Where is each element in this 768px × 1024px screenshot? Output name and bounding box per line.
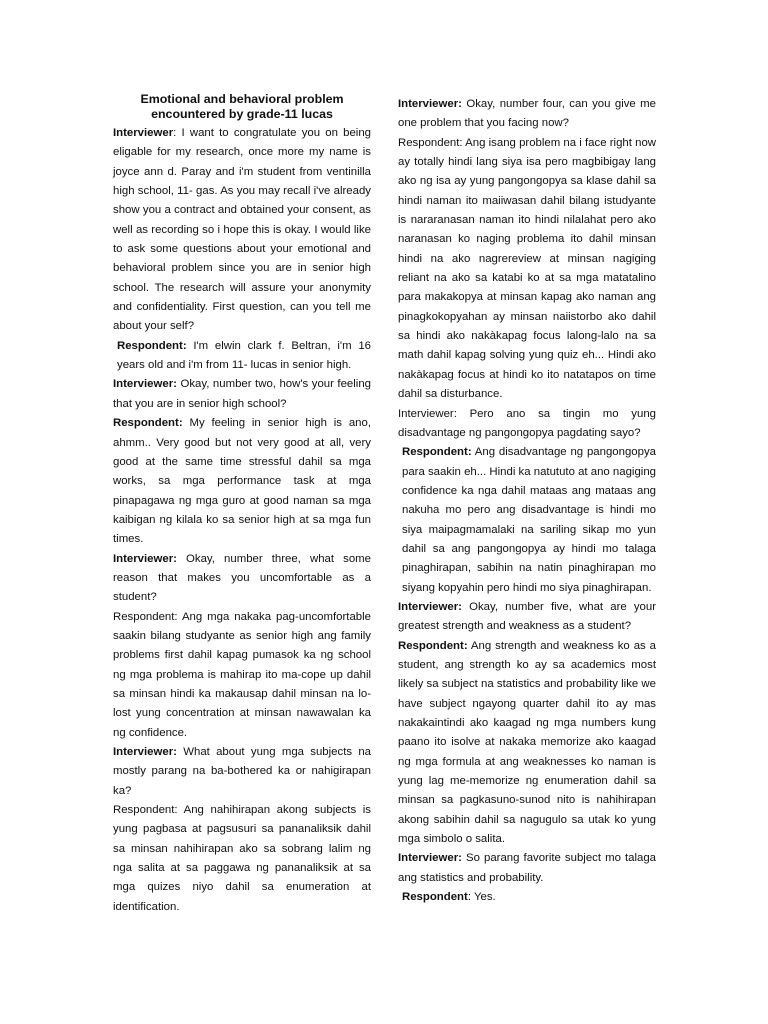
document-title bbox=[113, 92, 371, 122]
speaker-label: Interviewer: bbox=[398, 98, 462, 110]
paragraph-text: Okay, number four, can you give me one problem that you facing now? bbox=[398, 98, 656, 130]
paragraph-text: I'm elwin clark f. Beltran, i'm 16 years old and i'm from 11- lucas in senior high. bbox=[117, 339, 371, 372]
speaker-label: Interviewer: bbox=[398, 852, 462, 865]
paragraph-respondent bbox=[113, 801, 371, 917]
paragraph-interviewer bbox=[398, 95, 656, 134]
paragraph-interviewer bbox=[113, 743, 371, 801]
paragraph-text: Yes. bbox=[473, 891, 496, 904]
paragraph-text: What about yung mga subjects na mostly parang na ba-bothered ka or nahigirapan ka? bbox=[113, 746, 371, 797]
title-line-1: Emotional and behavioral problem bbox=[140, 92, 344, 106]
paragraph-interviewer bbox=[398, 405, 656, 444]
paragraph-text: I want to congratulate you on being eligable for my research, once more my name is joyce ann d. Paray and i'm student from ventinilla high school, 11- gas. As you may recall i've already show you a contract and obtained your consent, as well as recording so i hope this is okay. I would like to ask some questions about your emotional and behavioral problem since you are in senior high school. The research will assure your anonymity and confidentiality. First question, can you tell me about your self? bbox=[113, 127, 371, 333]
paragraph-text: So parang favorite subject mo talaga ang statistics and probability. bbox=[398, 852, 656, 884]
speaker-label: Interviewer: bbox=[398, 600, 462, 613]
paragraph-respondent bbox=[113, 414, 371, 549]
paragraph-text: Ang strength and weakness ko as a student, ang strength ko ay sa academics most likely sa subject na statistics and probability like we have subject ngayong quarter dahil ito ay mas nakakaintindi ako kaagad ng mga numbers kung paano ito isolve at nakaka memorize ako kaagad ng mga formula at ang weaknesses ko naman is yung lag me-memorize ng enumeration dahil sa minsan sa pagkasuno-sunod nito is nahihirapan akong sabihin dahil sa nagugulo sa utak ko yung mga simbolo o salita. bbox=[398, 639, 656, 846]
speaker-label: Interviewer bbox=[113, 127, 174, 139]
paragraph-respondent bbox=[113, 608, 371, 743]
paragraph-text: Okay, number two, how's your feeling that you are in senior high school? bbox=[113, 378, 371, 410]
paragraph-interviewer bbox=[398, 849, 656, 888]
paragraph-text: Ang disadvantage ng pangongopya para saakin eh... Hindi ka natututo at ano nagiging confidence ka nga dahil mataas ang mataas ang nakuha mo pero ang disadvantage is hindi mo siya maipagmamalaki na sariling sikap mo yun dahil sa ang pangongopya ay hindi mo talaga pinaghirapan, sabihin na natin pinaghirapan mo siyang kopyahin pero hindi mo siya pinaghirapan. bbox=[402, 446, 656, 594]
speaker-label: Interviewer: bbox=[113, 552, 177, 565]
speaker-label: Respondent: bbox=[398, 639, 468, 652]
right-column bbox=[398, 95, 656, 907]
speaker-label: Interviewer: bbox=[113, 746, 177, 758]
paragraph-text: My feeling in senior high is ano, ahmm.. Very good but not very good at all, very good at the same time stressful dahil sa mga works, sa mga performance task at mga pinapagawa ng mga guro at good naman sa mga kaibigan ng kilala ko sa senior high at sa mga fun times. bbox=[113, 417, 372, 546]
speaker-label: Respondent bbox=[402, 891, 468, 904]
paragraph-respondent bbox=[398, 637, 656, 850]
paragraph-text: Okay, number five, what are your greatest strength and weakness as a student? bbox=[398, 600, 657, 633]
paragraph-text: Okay, number three, what some reason that makes you uncomfortable as a student? bbox=[113, 552, 371, 604]
paragraph-interviewer bbox=[113, 375, 371, 414]
paragraph-respondent bbox=[398, 134, 656, 405]
paragraph-interviewer: Interviewer: I want to congratulate you on being eligable for my research, once more my name is joyce ann d. Paray and i'm student from ventinilla high school, 11- gas. As you may recall i've already show you a contract and obtained your consent, as well as recording so i hope this is okay. I would like to ask some questions about your emotional and behavioral problem since you are in senior high school. The research will assure your anonymity and confidentiality. First question, can you tell me about your self? bbox=[113, 127, 371, 333]
speaker-label: Respondent: bbox=[117, 339, 187, 352]
speaker-label: Respondent: bbox=[402, 446, 472, 459]
paragraph-respondent bbox=[113, 337, 371, 376]
title-line-2: encountered by grade-11 lucas bbox=[151, 107, 333, 121]
paragraph-respondent bbox=[398, 443, 656, 598]
speaker-label: Interviewer: bbox=[113, 378, 177, 391]
paragraph-respondent: Respondent: Yes. bbox=[402, 891, 496, 904]
left-column bbox=[113, 92, 371, 917]
paragraph-text: Interviewer: Pero ano sa tingin mo yung disadvantage ng pangongopya pagdating sayo? bbox=[398, 407, 656, 439]
paragraph-interviewer bbox=[398, 598, 656, 637]
paragraph-text: Respondent: Ang isang problem na i face right now ay totally hindi lang siya isa pero magbibigay lang ako ng isa ay yung pangongopya sa klase dahil sa hindi naman ito maiiwasan dahil bilang istudyante is nararanasan naman ito hindi nilalahat pero ako naranasan ko naging problema ito dahil minsan hindi na ako nagrereview at minsan nagiging reliant na ako sa katabi ko at sa mga matatalino para makakopya at minsan kapag ako naman ang pinagkokopyahan ay minsan naiistorbo ako dahil sa hindi ako nakàkapag focus lalong-lalo na sa math dahil kapag solving yung quiz eh... Hindi ako nakàkapag focus at hindi ko ito natatapos on time dahil sa disturbance. bbox=[398, 136, 656, 401]
paragraph-interviewer bbox=[113, 550, 371, 608]
paragraph-text: Respondent: Ang nahihirapan akong subjects is yung pagbasa at pagsusuri sa pananaliksik dahil sa minsan nahihirapan ako sa sobrang lalim ng nga salita at sa paggawa ng pananaliksik at sa mga quizes niyo dahil sa enumeration at identification. bbox=[113, 804, 371, 913]
paragraph-text: Respondent: Ang mga nakaka pag-uncomfortable saakin bilang studyante as senior high ang family problems first dahil kapag pumasok ka ng school ng mga problema is mahirap ito ma-cope up dahil sa minsan hindi ka makausap dahil minsan na lo-lost yung concentration at minsan nawawalan ka ng confidence. bbox=[113, 610, 371, 739]
speaker-label: Respondent: bbox=[113, 417, 183, 430]
